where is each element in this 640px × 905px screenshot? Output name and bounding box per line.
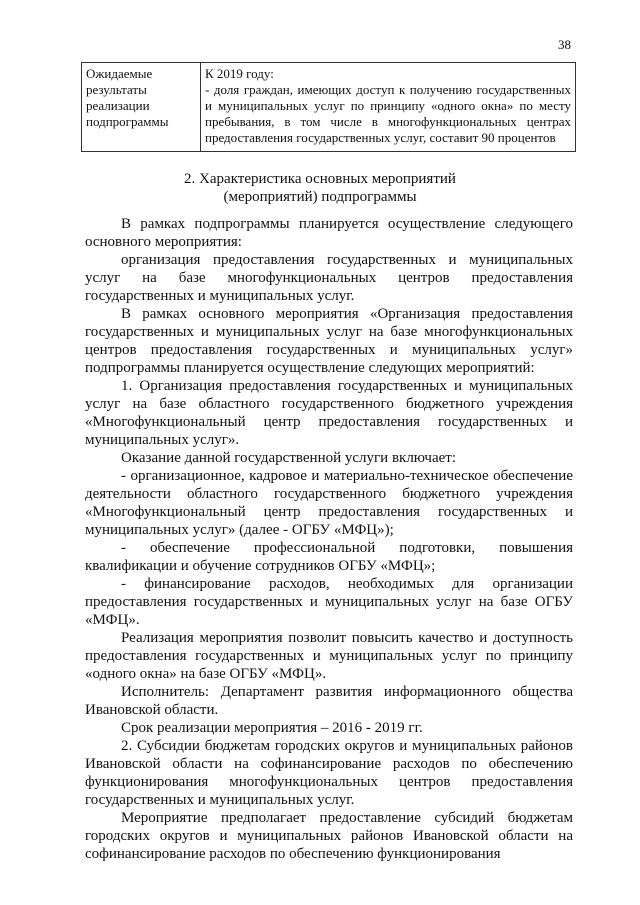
paragraph: - финансирование расходов, необходимых для организации предоставления государственных и муниципальных услуг на базе ОГБУ «МФЦ».: [85, 576, 573, 628]
table-text-body: - доля граждан, имеющих доступ к получению государственных и муниципальных услуг по принципу «одного окна» по месту пребывания, в том числе в многофункциональных центрах предоставления государственных услуг, составит 90 процентов: [205, 82, 571, 145]
paragraph: Срок реализации мероприятия – 2016 - 2019 гг.: [121, 720, 423, 736]
paragraph: Оказание данной государственной услуги включает:: [121, 450, 457, 466]
paragraph: 1. Организация предоставления государственных и муниципальных услуг на базе областного государственного бюджетного учреждения «Многофункциональный центр предоставления государственных и муниципальных услуг».: [85, 378, 573, 448]
table-text-heading: К 2019 году:: [205, 66, 274, 81]
page-number: 38: [558, 37, 571, 52]
section-title-line-2: (мероприятий) подпрограммы: [223, 189, 417, 205]
paragraph: Мероприятие предполагает предоставление субсидий бюджетам городских округов и муниципальных районов Ивановской области на софинансирование расходов по обеспечению функционирования: [85, 810, 573, 862]
section-title-line-1: 2. Характеристика основных мероприятий: [184, 171, 456, 187]
paragraph: Реализация мероприятия позволит повысить качество и доступность предоставления государственных и муниципальных услуг по принципу «одного окна» на базе ОГБУ «МФЦ».: [85, 630, 573, 682]
paragraph: В рамках основного мероприятия «Организация предоставления государственных и муниципальных услуг на базе многофункциональных центров предоставления государственных и муниципальных услуг» подпрограммы планируется осуществление следующих мероприятий:: [85, 306, 573, 376]
paragraph: организация предоставления государственных и муниципальных услуг на базе многофункциональных центров предоставления государственных и муниципальных услуг.: [85, 252, 573, 304]
body-text: [85, 215, 573, 863]
table-text-cell: [201, 63, 576, 152]
paragraph: - обеспечение профессиональной подготовки, повышения квалификации и обучение сотрудников ОГБУ «МФЦ»;: [85, 540, 573, 574]
section-title: [0, 170, 640, 206]
paragraph: Исполнитель: Департамент развития информационного общества Ивановской области.: [85, 684, 573, 718]
paragraph: - организационное, кадровое и материально-техническое обеспечение деятельности областного государственного бюджетного учреждения «Многофункциональный центр предоставления государственных и муниципальных услуг» (далее - ОГБУ «МФЦ»);: [85, 468, 573, 538]
table-label-cell: Ожидаемые результаты реализации подпрограммы: [82, 63, 201, 152]
paragraph: 2. Субсидии бюджетам городских округов и муниципальных районов Ивановской области на софинансирование расходов по обеспечению функционирования многофункциональных центров предоставления государственных и муниципальных услуг.: [85, 738, 573, 808]
expected-results-table: [81, 62, 576, 152]
table-row: [82, 63, 576, 152]
paragraph: В рамках подпрограммы планируется осуществление следующего основного мероприятия:: [85, 216, 573, 250]
